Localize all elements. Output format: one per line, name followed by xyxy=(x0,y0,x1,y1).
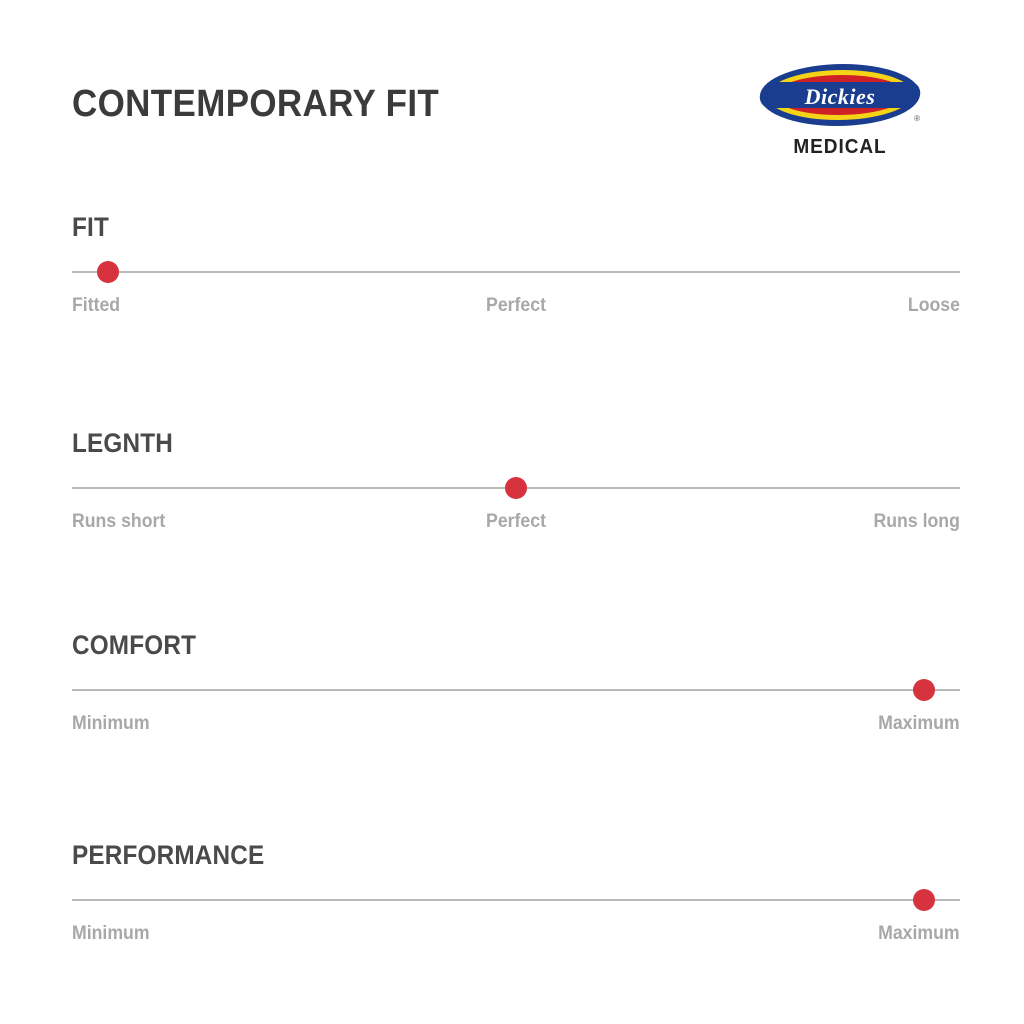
slider-fit xyxy=(72,212,960,321)
logo-subbrand: MEDICAL xyxy=(793,136,887,158)
slider-length-label: LEGNTH xyxy=(72,428,173,458)
slider-fit-scale-middle: Perfect xyxy=(486,295,546,316)
slider-comfort-scale-right: Maximum xyxy=(878,713,960,734)
slider-performance-track[interactable] xyxy=(72,889,960,911)
slider-fit-scale xyxy=(72,295,960,321)
slider-fit-scale-left: Fitted xyxy=(72,295,121,316)
dickies-logo-badge xyxy=(760,58,920,130)
slider-performance-track-line xyxy=(72,899,960,901)
slider-fit-label: FIT xyxy=(72,212,109,242)
slider-performance-knob[interactable] xyxy=(913,889,935,911)
slider-performance-scale xyxy=(72,923,960,949)
slider-length-track[interactable] xyxy=(72,477,960,499)
page-header xyxy=(72,68,960,178)
slider-performance-scale-left: Minimum xyxy=(72,923,150,944)
logo-wordmark: Dickies xyxy=(804,84,876,109)
slider-length-scale-left: Runs short xyxy=(72,511,166,532)
slider-comfort xyxy=(72,630,960,739)
slider-length xyxy=(72,428,960,537)
slider-fit-knob[interactable] xyxy=(97,261,119,283)
slider-comfort-knob[interactable] xyxy=(913,679,935,701)
slider-length-scale-right: Runs long xyxy=(873,511,960,532)
slider-performance-scale-right: Maximum xyxy=(878,923,960,944)
slider-performance-label: PERFORMANCE xyxy=(72,840,265,870)
slider-comfort-scale xyxy=(72,713,960,739)
slider-comfort-scale-left: Minimum xyxy=(72,713,150,734)
slider-fit-track-line xyxy=(72,271,960,273)
slider-length-knob[interactable] xyxy=(505,477,527,499)
page-title: CONTEMPORARY FIT xyxy=(72,83,440,125)
slider-comfort-track[interactable] xyxy=(72,679,960,701)
brand-logo xyxy=(720,58,960,178)
registered-trademark-icon: ® xyxy=(914,114,920,123)
slider-length-scale xyxy=(72,511,960,537)
slider-performance xyxy=(72,840,960,949)
slider-comfort-label: COMFORT xyxy=(72,630,197,660)
slider-fit-scale-right: Loose xyxy=(907,295,960,316)
slider-fit-track[interactable] xyxy=(72,261,960,283)
slider-comfort-track-line xyxy=(72,689,960,691)
slider-length-scale-middle: Perfect xyxy=(486,511,546,532)
